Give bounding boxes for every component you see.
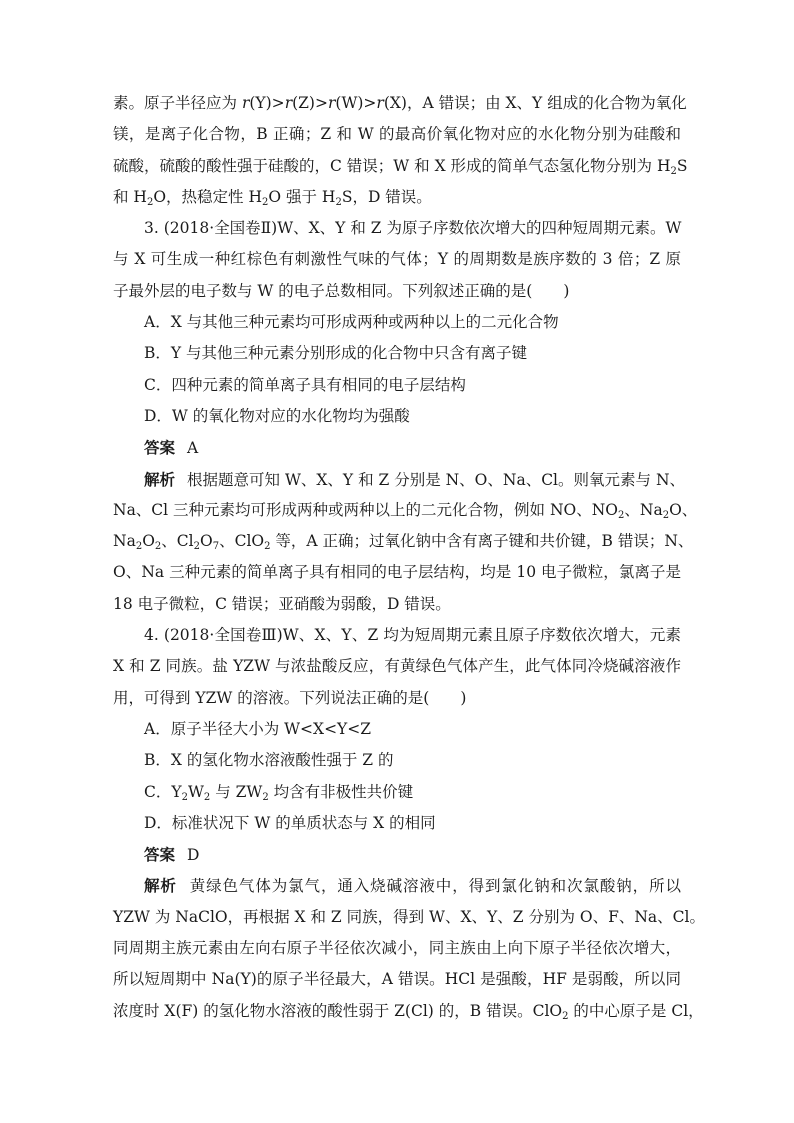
question-4-stem: 用，可得到 YZW 的溶液。下列说法正确的是( ) — [113, 688, 467, 707]
answer-value: D — [187, 846, 200, 865]
question-3-option-d: D．W 的氧化物对应的水化物均为强酸 — [144, 406, 410, 425]
text-line: $Na_2O_2$、$Cl_2O_7$、ClO$_2$ 等，A 正确；过氧化钠中含有离子键和共价键，B 错误；N、 — [113, 532, 694, 553]
answer-label: 答案 — [144, 438, 176, 458]
question-3-answer — [113, 432, 681, 463]
question-4-answer — [113, 839, 681, 870]
text-line: 镁，是离子化合物，B 正确；Z 和 W 的最高价氧化物对应的水化物分别为硅酸和 — [113, 125, 681, 144]
question-3-option-a: A．X 与其他三种元素均可形成两种或两种以上的二元化合物 — [144, 313, 559, 332]
text-line: YZW 为 NaClO，再根据 X 和 Z 同族，得到 W、X、Y、Z 分别为 O、F、Na、Cl。 — [113, 907, 705, 926]
question-4-analysis: 解析 黄绿色气体为氯气，通入烧碱溶液中，得到氯化钠和次氯酸钠，所以 — [144, 876, 681, 896]
question-4-option-b: B．X 的氢化物水溶液酸性强于 Z 的 — [144, 751, 394, 770]
analysis-label: 解析 — [144, 876, 177, 896]
question-4-option-d: D．标准状况下 W 的单质状态与 X 的相同 — [144, 813, 436, 832]
text-line: O、Na 三种元素的简单离子具有相同的电子层结构，均是 10 电子微粒，氯离子是 — [113, 563, 681, 582]
text-line: 和 $H_2O$，热稳定性 $H_2O$ 强于 $H_2S$，D 错误。 — [113, 187, 432, 208]
text-line: 同周期主族元素由左向右原子半径依次减小，同主族由上向下原子半径依次增大， — [113, 939, 681, 958]
question-3-stem: 子最外层的电子数与 W 的电子总数相同。下列叙述正确的是( ) — [113, 281, 570, 300]
text-line: 浓度时 X(F) 的氢化物水溶液的酸性弱于 Z(Cl) 的，B 错误。ClO$_2$ 的中心原子是 Cl， — [113, 1001, 704, 1022]
analysis-label: 解析 — [144, 469, 176, 489]
question-3-stem: 3. (2018·全国卷Ⅱ)W、X、Y 和 Z 为原子序数依次增大的四种短周期元素。W — [144, 219, 682, 238]
text-line: 18 电子微粒，C 错误；亚硝酸为弱酸，D 错误。 — [113, 594, 451, 613]
question-4-stem: X 和 Z 同族。盐 YZW 与浓盐酸反应，有黄绿色气体产生，此气体同冷烧碱溶液作 — [113, 657, 681, 676]
question-4-stem: 4. (2018·全国卷Ⅲ)W、X、Y、Z 均为短周期元素且原子序数依次增大，元素 — [144, 626, 681, 645]
text-line: Na、Cl 三种元素均可形成两种或两种以上的二元化合物，例如 NO、$NO_2$、$Na_2O$、 — [113, 500, 698, 521]
question-4-option-c: C．$Y_2W_2$ 与 $ZW_2$ 均含有非极性共价键 — [144, 782, 414, 803]
document-page — [113, 88, 705, 1027]
text-line: 所以短周期中 Na(Y)的原子半径最大，A 错误。HCl 是强酸，HF 是弱酸，所以同 — [113, 970, 681, 989]
question-3-option-c: C．四种元素的简单离子具有相同的电子层结构 — [144, 375, 466, 394]
question-4-option-a: A．原子半径大小为 W<X<Y<Z — [144, 719, 372, 738]
question-3-stem: 与 X 可生成一种红棕色有刺激性气味的气体；Y 的周期数是族序数的 3 倍；Z 原 — [113, 250, 681, 269]
answer-label: 答案 — [144, 845, 176, 865]
text-line: 硫酸，硫酸的酸性强于硅酸的，C 错误；W 和 X 形成的简单气态氢化物分别为 $H_2S$ — [113, 156, 688, 177]
answer-value: A — [187, 439, 199, 458]
text-line: 素。原子半径应为 r(Y)>r(Z)>r(W)>r(X)，A 错误；由 X、Y 组成的化合物为氧化 — [113, 94, 687, 112]
question-3-analysis: 解析 根据题意可知 W、X、Y 和 Z 分别是 N、O、Na、Cl。则氧元素与 N、 — [144, 469, 686, 489]
question-3-option-b: B．Y 与其他三种元素分别形成的化合物中只含有离子键 — [144, 344, 528, 363]
